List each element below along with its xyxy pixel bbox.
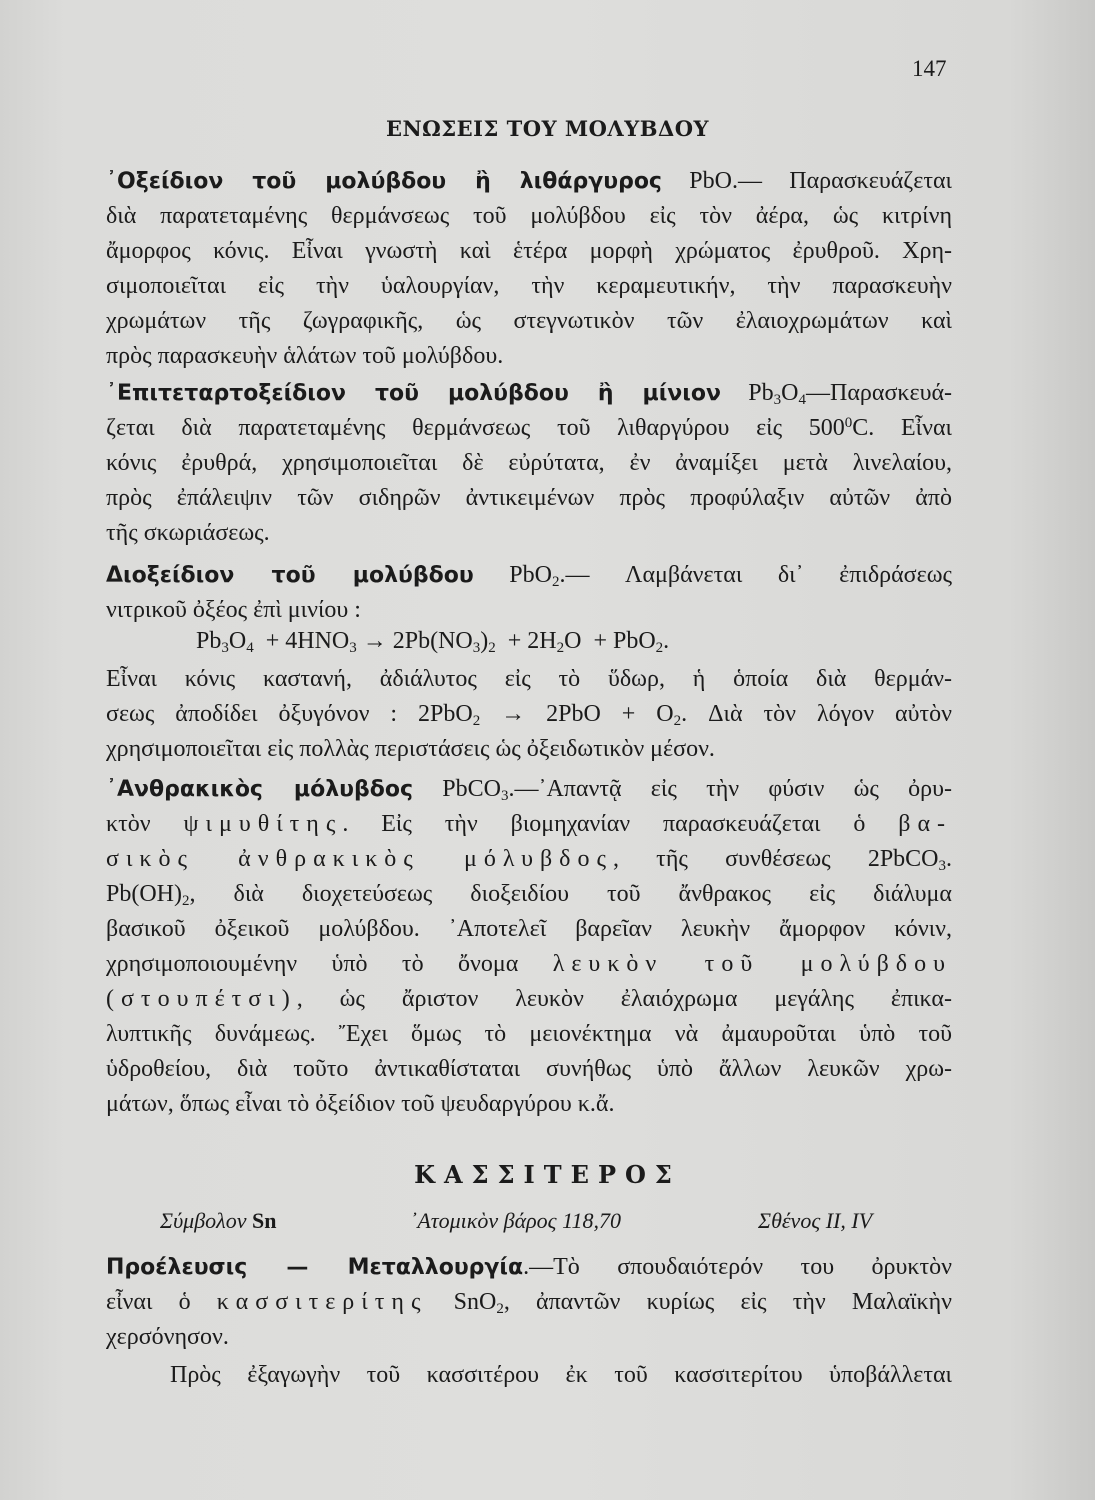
p2-heading: ᾿Επιτεταρτοξείδιον τοῦ μολύβδου ἢ μίνιον xyxy=(106,381,721,406)
tin-valence: Σθένος II, IV xyxy=(758,1208,873,1233)
p3-line-1: Διοξείδιον τοῦ μολύβδου PbO$_2$.— Λαμβάνεται δι᾿ ἐπιδράσεως xyxy=(106,562,952,590)
tin-symbol: Σύμβολον Sn xyxy=(160,1208,277,1233)
p5-line-1: Προέλευσις — Μεταλλουργία.—Τὸ σπουδαιότερόν του ὀρυκτὸν xyxy=(106,1254,952,1280)
p2-line-5: τῆς σκωριάσεως. xyxy=(106,520,270,546)
p5-line-3: χερσόνησον. xyxy=(106,1324,229,1350)
page-number: 147 xyxy=(912,56,947,81)
p4-line-1: ᾿Ανθρακικὸς μόλυβδος PbCO$_3$.—᾿Απαντᾷ εἰς τὴν φύσιν ὡς ὀρυ- xyxy=(106,776,952,804)
p4-line-10: μάτων, ὅπως εἶναι τὸ ὀξείδιον τοῦ ψευδαργύρου κ.ἄ. xyxy=(106,1091,615,1117)
p2-line-3: κόνις ἐρυθρά, χρησιμοποιεῖται δὲ εὐρύτατα, ἐν ἀναμίξει μετὰ λινελαίου, xyxy=(106,450,952,476)
formula-minium: $Pb_3O_4$ xyxy=(748,380,806,408)
p4-line-6: χρησιμοποιουμένην ὑπὸ τὸ ὄνομα λευκὸν τοῦ μολύβδου xyxy=(106,951,952,977)
p4-line-4: $Pb(OH)_2$, διὰ διοχετεύσεως διοξειδίου τοῦ ἄνθρακος εἰς διάλυμα xyxy=(106,881,952,909)
p4-line-9: ὑδροθείου, διὰ τοῦτο ἀντικαθίσταται συνήθως ὑπὸ ἄλλων λευκῶν χρω- xyxy=(106,1056,952,1082)
tin-atomic-weight: ᾿Ατομικὸν βάρος 118,70 xyxy=(410,1208,621,1233)
reaction-equation-1: $Pb_3O_4 + 4HNO_3 \to 2Pb(NO_3)_2 + 2H_2O + PbO_2$. xyxy=(196,628,670,656)
p1-line-6: πρὸς παρασκευὴν ἁλάτων τοῦ μολύβδου. xyxy=(106,343,504,369)
p3-heading: Διοξείδιον τοῦ μολύβδου xyxy=(106,563,474,588)
p2-line-1: ᾿Επιτεταρτοξείδιον τοῦ μολύβδου ἢ μίνιον $Pb_3O_4—\Pi\alpha\rho\alpha\sigma\kappa\varepsilon\upsilon ά-$ xyxy=(106,380,952,408)
p4-line-2: κτὸν ψιμυθίτης. Εἰς τὴν βιομηχανίαν παρασκευάζεται ὁ βα- xyxy=(106,811,952,837)
p3-line-4: Εἶναι κόνις καστανή, ἀδιάλυτος εἰς τὸ ὕδωρ, ἡ ὁποία διὰ θερμάν- xyxy=(106,666,952,692)
p1-line-4: σιμοποιεῖται εἰς τὴν ὑαλουργίαν, τὴν κεραμευτικήν, τὴν παρασκευὴν xyxy=(106,273,952,299)
p1-line-5: χρωμάτων τῆς ζωγραφικῆς, ὡς στεγνωτικὸν τῶν ἐλαιοχρωμάτων καὶ xyxy=(106,308,952,334)
p3-line-6: χρησιμοποιεῖται εἰς πολλὰς περιστάσεις ὡς ὀξειδωτικὸν μέσον. xyxy=(106,736,715,762)
p4-line-5: βασικοῦ ὀξεικοῦ μολύβδου. ᾿Αποτελεῖ βαρεῖαν λευκὴν ἄμορφον κόνιν, xyxy=(106,916,952,942)
p4-line-8: λυπτικῆς δυνάμεως. Ἔχει ὅμως τὸ μειονέκτημα νὰ ἀμαυροῦται ὑπὸ τοῦ xyxy=(106,1021,952,1047)
p3-line-5: σεως ἀποδίδει ὀξυγόνον : $2PbO_2 \to 2PbO + O_2$. Διὰ τὸν λόγον αὐτὸν xyxy=(106,701,952,729)
p1-line-3: ἄμορφος κόνις. Εἶναι γνωστὴ καὶ ἑτέρα μορφὴ χρώματος ἐρυθροῦ. Χρη- xyxy=(106,238,952,264)
p4-line-3: σικὸς ἀνθρακικὸς μόλυβδος, τῆς συνθέσεως 2PbCO$_3$. xyxy=(106,846,952,874)
p1-line-1: ᾿Οξείδιον τοῦ μολύβδου ἢ λιθάργυρος PbO.— Παρασκευάζεται xyxy=(106,168,952,194)
p2-line-4: πρὸς ἐπάλειψιν τῶν σιδηρῶν ἀντικειμένων πρὸς προφύλαξιν αὐτῶν ἀπὸ xyxy=(106,485,952,511)
p3-line-2: νιτρικοῦ ὀξέος ἐπὶ μινίου : xyxy=(106,597,361,623)
formula-pbco3: PbCO$_3$. xyxy=(442,776,515,804)
p4-heading: ᾿Ανθρακικὸς μόλυβδος xyxy=(106,777,413,802)
section-title: ΕΝΩΣΕΙΣ ΤΟΥ ΜΟΛΥΒΔΟΥ xyxy=(385,116,710,141)
tin-section-title: ΚΑΣΣΙΤΕΡΟΣ xyxy=(414,1160,681,1189)
p1-heading: ᾿Οξείδιον τοῦ μολύβδου ἢ λιθάργυρος xyxy=(106,169,662,194)
p4-line-7: (στουπέτσι), ὡς ἄριστον λευκὸν ἐλαιόχρωμα μεγάλης ἐπικα- xyxy=(106,986,952,1012)
p5-heading: Προέλευσις — Μεταλλουργία xyxy=(106,1255,524,1280)
p5-line-2: εἶναι ὁ κασσιτερίτης SnO$_2$, ἀπαντῶν κυρίως εἰς τὴν Μαλαϊκὴν xyxy=(106,1289,952,1317)
p2-line-2: ζεται διὰ παρατεταμένης θερμάνσεως τοῦ λιθαργύρου εἰς $500^0C$. Εἶναι xyxy=(106,415,952,441)
p6-line-1: Πρὸς ἐξαγωγὴν τοῦ κασσιτέρου ἐκ τοῦ κασσιτερίτου ὑποβάλλεται xyxy=(170,1362,952,1388)
p1-line-2: διὰ παρατεταμένης θερμάνσεως τοῦ μολύβδου εἰς τὸν ἀέρα, ὡς κιτρίνη xyxy=(106,203,952,229)
formula-pbo2: PbO$_2$. xyxy=(509,562,566,590)
